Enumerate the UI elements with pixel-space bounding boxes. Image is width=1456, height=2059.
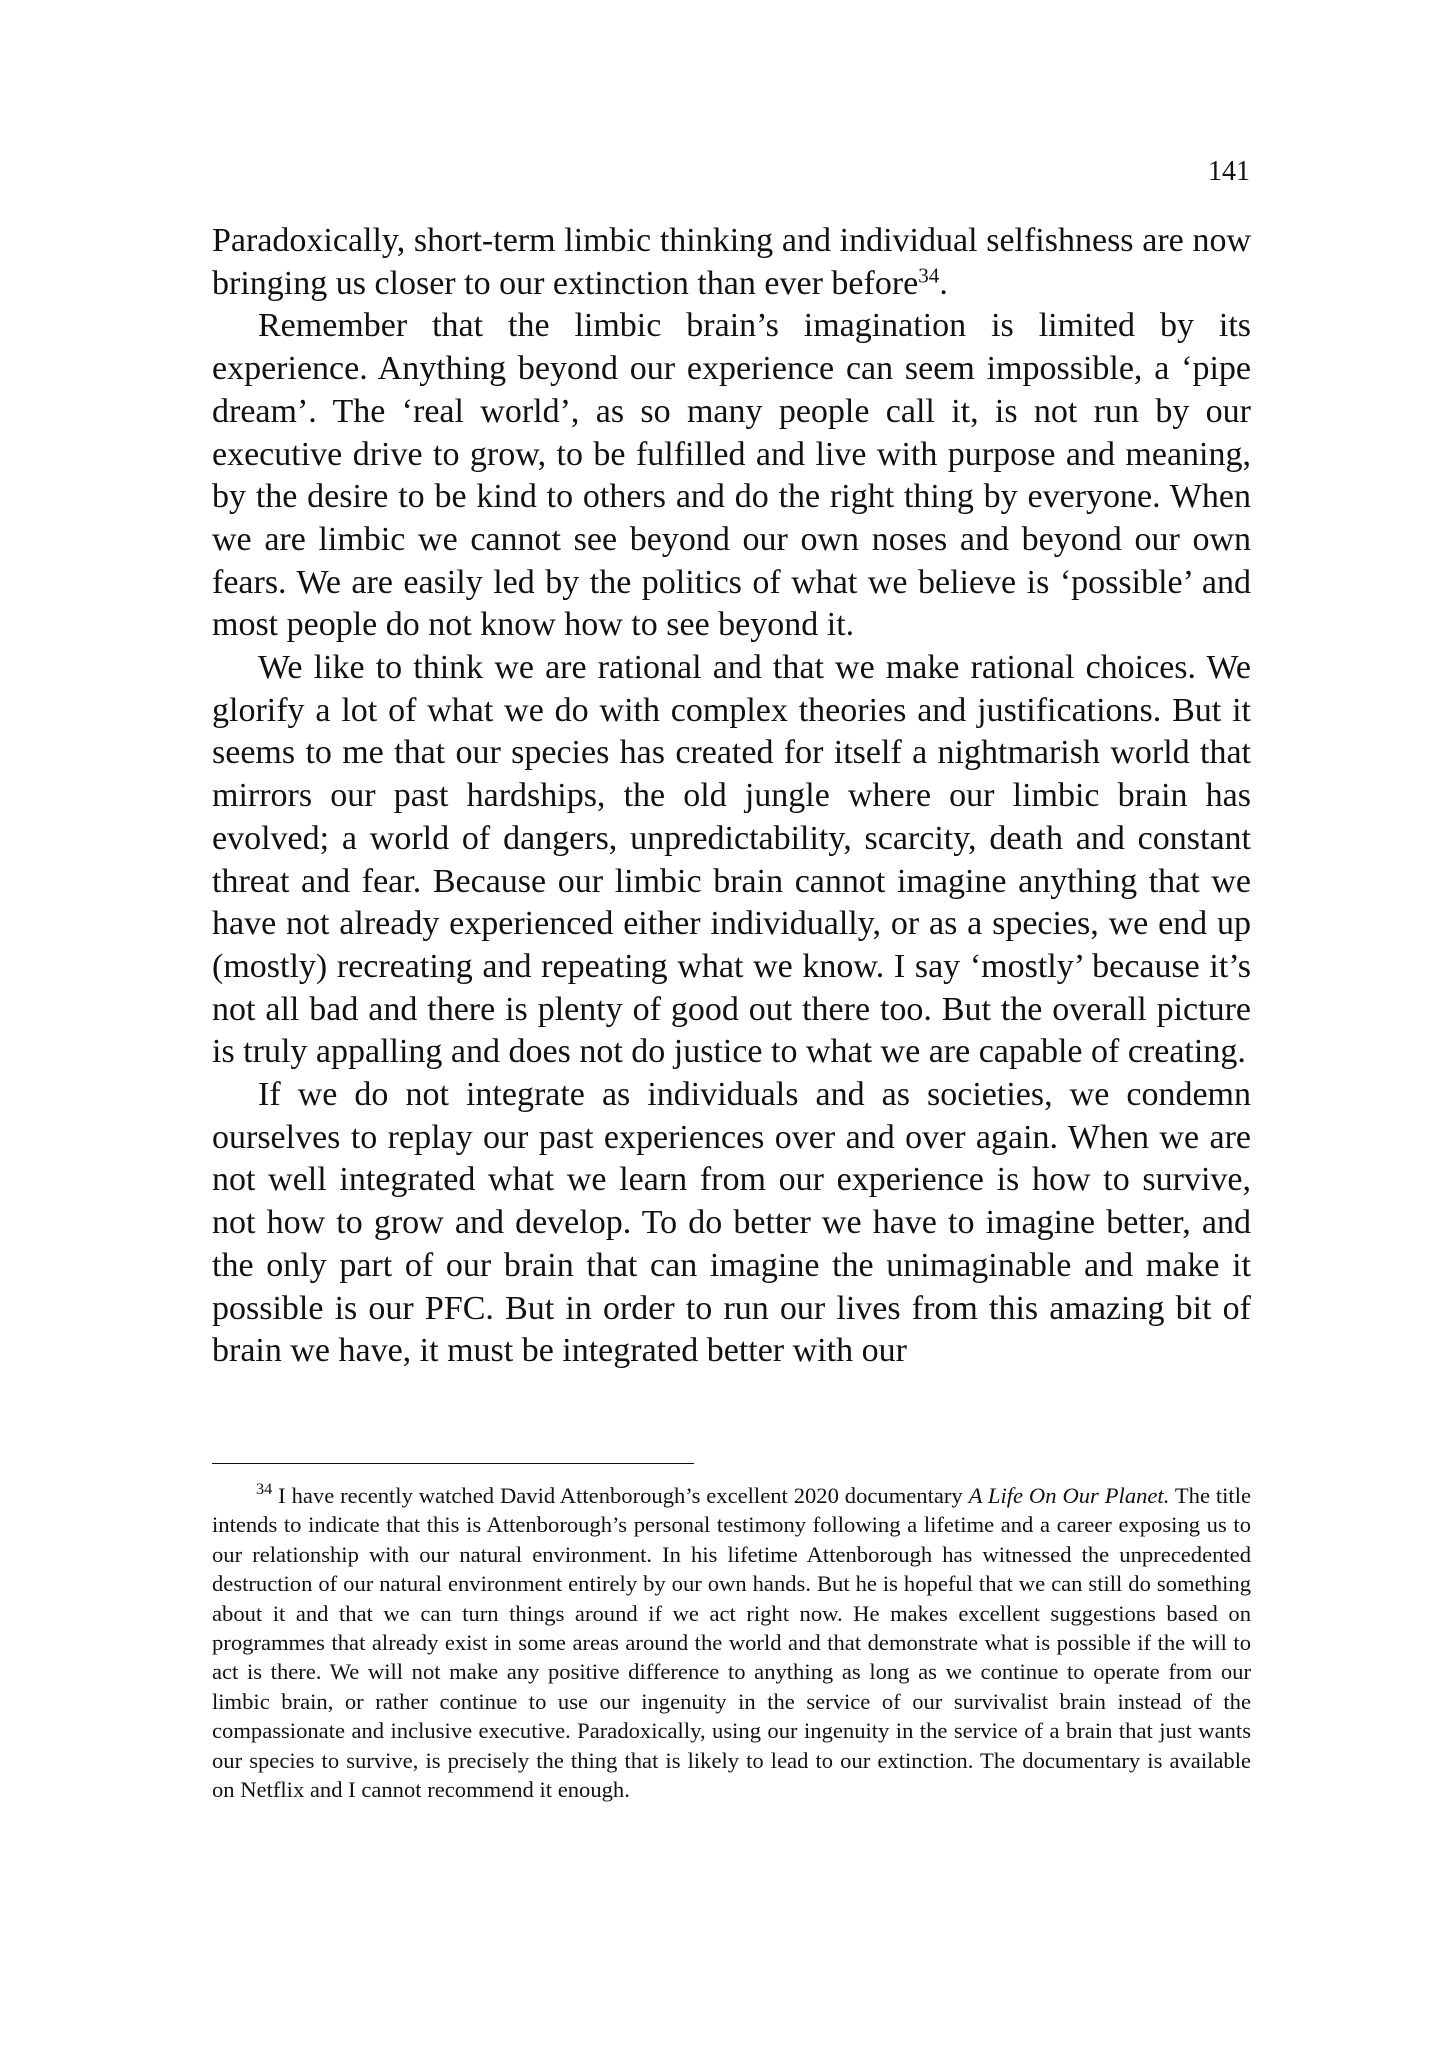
body-text — [212, 220, 1251, 1373]
footnote-number: 34 — [256, 1480, 273, 1499]
footnote — [212, 1481, 1251, 1804]
documentary-title: A Life On Our Planet. — [968, 1483, 1170, 1508]
paragraph-4: If we do not integrate as individuals and as societies, we condemn ourselves to replay our past experiences over and over again. When we are not well integrated what we learn from our experience is how to survive, not how to grow and develop. To do better we have to imagine better, and the only part of our brain that can imagine the unimaginable and make it possible is our PFC. But in order to run our lives from this amazing bit of brain we have, it must be integrated better with our — [212, 1076, 1251, 1370]
paragraph-3: We like to think we are rational and that we make rational choices. We glorify a lot of what we do with complex theories and justifications. But it seems to me that our species has created for itself a nightmarish world that mirrors our past hardships, the old jungle where our limbic brain has evolved; a world of dangers, unpredictability, scarcity, death and constant threat and fear. Because our limbic brain cannot imagine anything that we have not already experienced either individually, or as a species, we end up (mostly) recreating and repeating what we know. I say ‘mostly’ because it’s not all bad and there is plenty of good out there too. But the overall picture is truly appalling and does not do justice to what we are capable of creating. — [212, 649, 1251, 1071]
page-number: 141 — [1208, 156, 1250, 187]
paragraph-1-end: . — [939, 264, 948, 302]
paragraph-1 — [212, 220, 1251, 305]
footnote-divider — [212, 1463, 694, 1464]
footnote-reference[interactable]: 34 — [918, 263, 940, 288]
footnote-text-start: I have recently watched David Attenborough’s excellent 2020 documentary — [278, 1483, 969, 1508]
paragraph-1-text: Paradoxically, short-term limbic thinking and individual selfishness are now bringing us closer to our extinction than ever before — [212, 222, 1251, 302]
paragraph-2: Remember that the limbic brain’s imagination is limited by its experience. Anything beyond our experience can seem impossible, a ‘pipe dream’. The ‘real world’, as so many people call it, is not run by our executive drive to grow, to be fulfilled and live with purpose and meaning, by the desire to be kind to others and do the right thing by everyone. When we are limbic we cannot see beyond our own noses and beyond our own fears. We are easily led by the politics of what we believe is ‘possible’ and most people do not know how to see beyond it. — [212, 307, 1251, 644]
footnote-text-rest: The title intends to indicate that this is Attenborough’s personal testimony following a lifetime and a career exposing us to our relationship with our natural environment. In his lifetime Attenborough has witnessed the unprecedented destruction of our natural environment entirely by our own hands. But he is hopeful that we can still do something about it and that we can turn things around if we act right now. He makes excellent suggestions based on programmes that already exist in some areas around the world and that demonstrate what is possible if the will to act is there. We will not make any positive difference to anything as long as we continue to operate from our limbic brain, or rather continue to use our ingenuity in the service of our survivalist brain instead of the compassionate and inclusive executive. Paradoxically, using our ingenuity in the service of a brain that just wants our species to survive, is precisely the thing that is likely to lead to our extinction. The documentary is available on Netflix and I cannot recommend it enough. — [212, 1483, 1252, 1803]
